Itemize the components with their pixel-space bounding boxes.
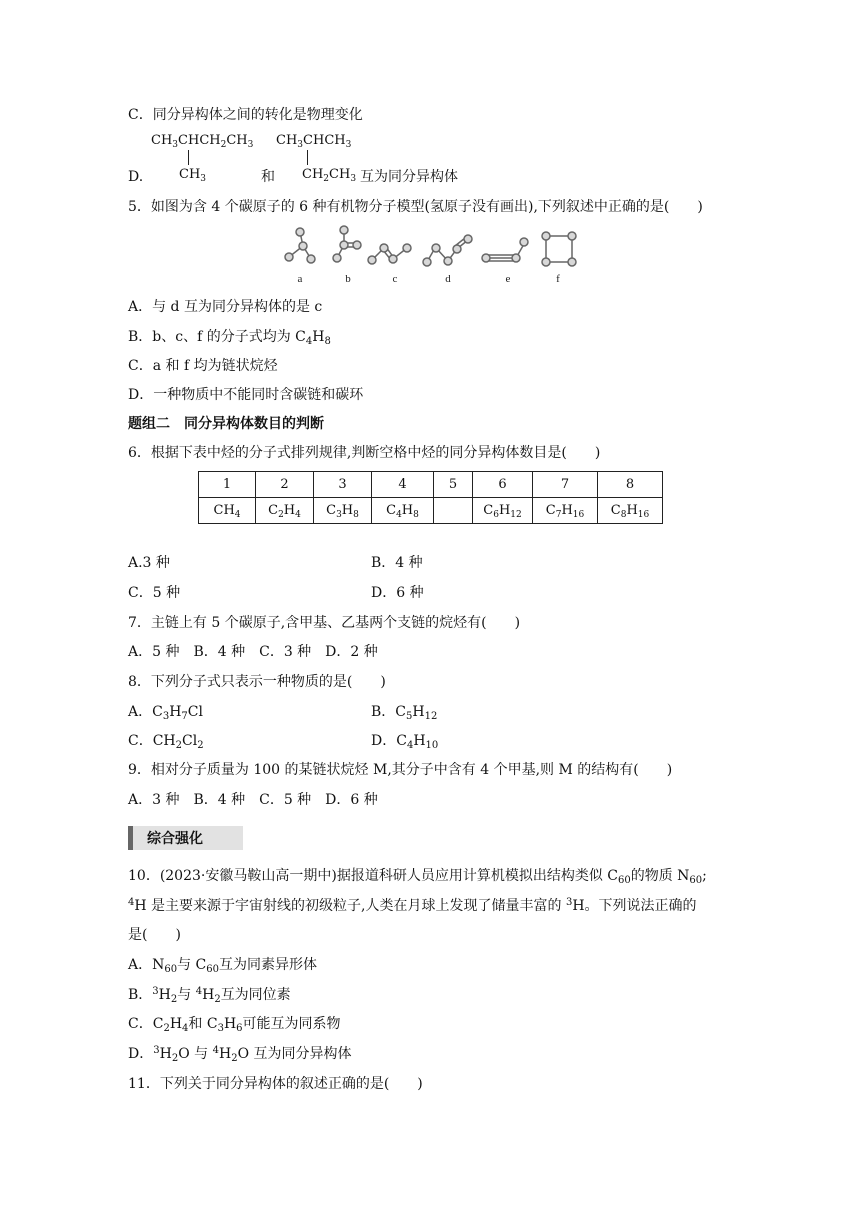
model-label-b: b [345, 273, 351, 285]
q6-option-b: B．4 种 [371, 555, 423, 571]
table-header-cell: 4 [372, 472, 434, 498]
model-label-d: d [445, 273, 451, 285]
table-cell: $C_8H_{16}$ [598, 498, 663, 524]
q10-option-a: A．$N_{60}$与 $C_{60}$互为同素异形体 [128, 957, 318, 975]
q4-option-d-label: D. [128, 169, 144, 185]
model-c-icon [368, 244, 411, 264]
q6-option-a: A.3 种 [128, 555, 170, 571]
table-row [199, 498, 663, 524]
q9-stem: 9．相对分子质量为 100 的某链状烷烃 M,其分子中含有 4 个甲基,则 M 的结构有( ) [128, 762, 673, 778]
q4-structure-2-bond [307, 150, 308, 165]
table-header-cell: 6 [473, 472, 533, 498]
q5-option-c: C．a 和 f 均为链状烷烃 [128, 358, 278, 374]
table-header-cell: 1 [199, 472, 256, 498]
model-label-e: e [505, 273, 511, 285]
q10-stem-line-1: 10．(2023·安徽马鞍山高一期中)据报道科研人员应用计算机模拟出结构类似 $C_{60}$的物质 $N_{60}$; [128, 868, 707, 886]
q11-stem: 11．下列关于同分异构体的叙述正确的是( ) [128, 1076, 423, 1092]
model-label-a: a [297, 273, 303, 285]
q5-option-b: B．b、c、f 的分子式均为 $C_4H_8$ [128, 329, 331, 347]
model-label-c: c [392, 273, 398, 285]
table-cell: $C_4H_8$ [372, 498, 434, 524]
q6-stem: 6．根据下表中烃的分子式排列规律,判断空格中烃的同分异构体数目是( ) [128, 445, 601, 461]
table-header-cell: 8 [598, 472, 663, 498]
q10-option-d: D．$^3H_2O$ 与 $^4H_2O$ 互为同分异构体 [128, 1045, 352, 1064]
q8-option-c: C．$CH_2Cl_2$ [128, 733, 204, 751]
q5-stem: 5．如图为含 4 个碳原子的 6 种有机物分子模型(氢原子没有画出),下列叙述中正确的是( ) [128, 199, 703, 215]
q6-formula-table [198, 471, 663, 524]
table-header-row [199, 472, 663, 498]
table-cell: $C_6H_{12}$ [473, 498, 533, 524]
q4-structure-2-main: $CH_3CHCH_3$ [276, 133, 352, 150]
table-header-cell: 3 [314, 472, 372, 498]
q5-molecule-models [280, 224, 590, 288]
model-label-f: f [556, 273, 560, 285]
group-2-heading: 题组二 同分异构体数目的判断 [128, 416, 324, 432]
q4-structure-2-branch: $CH_2CH_3$ [302, 167, 357, 184]
model-f-icon [542, 232, 576, 266]
q4-structure-1-main: $CH_3CHCH_2CH_3$ [151, 133, 254, 150]
q4-option-c: C．同分异构体之间的转化是物理变化 [128, 107, 363, 123]
model-a-icon [285, 228, 315, 263]
table-cell: $C_7H_{16}$ [533, 498, 598, 524]
q10-stem-line-2: $^4$H 是主要来源于宇宙射线的初级粒子,人类在月球上发现了储量丰富的 $^3$H。下列说法正确的 [128, 897, 697, 914]
q8-option-b: B．$C_5H_{12}$ [371, 704, 438, 722]
table-header-cell: 2 [256, 472, 314, 498]
model-b-icon [333, 226, 361, 262]
table-header-cell: 5 [434, 472, 473, 498]
model-d-icon [423, 235, 472, 266]
q5-option-a: A．与 d 互为同分异构体的是 c [128, 299, 323, 315]
q4-structure-1-branch: $CH_3$ [179, 167, 207, 184]
q4-option-d-text: 互为同分异构体 [360, 169, 458, 185]
section-banner: 综合强化 [128, 826, 243, 850]
q6-option-c: C．5 种 [128, 585, 181, 601]
q7-options: A．5 种 B．4 种 C．3 种 D．2 种 [128, 644, 378, 660]
model-e-icon [482, 238, 528, 262]
table-header-cell: 7 [533, 472, 598, 498]
q4-structure-1-bond [188, 150, 189, 165]
table-cell: $CH_4$ [199, 498, 256, 524]
q8-option-a: A．$C_3H_7Cl$ [128, 704, 203, 722]
q10-stem-line-3: 是( ) [128, 927, 181, 943]
q7-stem: 7．主链上有 5 个碳原子,含甲基、乙基两个支链的烷烃有( ) [128, 615, 521, 631]
q10-option-b: B．$^3H_2$与 $^4H_2$互为同位素 [128, 986, 291, 1005]
q8-stem: 8．下列分子式只表示一种物质的是( ) [128, 674, 386, 690]
table-cell-blank [434, 498, 473, 524]
table-cell: $C_2H_4$ [256, 498, 314, 524]
q9-options: A．3 种 B．4 种 C．5 种 D．6 种 [128, 792, 378, 808]
q4-and-text: 和 [261, 169, 275, 185]
q6-option-d: D．6 种 [371, 585, 424, 601]
q8-option-d: D．$C_4H_{10}$ [371, 733, 439, 751]
q10-option-c: C．$C_2H_4$和 $C_3H_6$可能互为同系物 [128, 1016, 341, 1034]
table-cell: $C_3H_8$ [314, 498, 372, 524]
q5-option-d: D．一种物质中不能同时含碳链和碳环 [128, 387, 364, 403]
